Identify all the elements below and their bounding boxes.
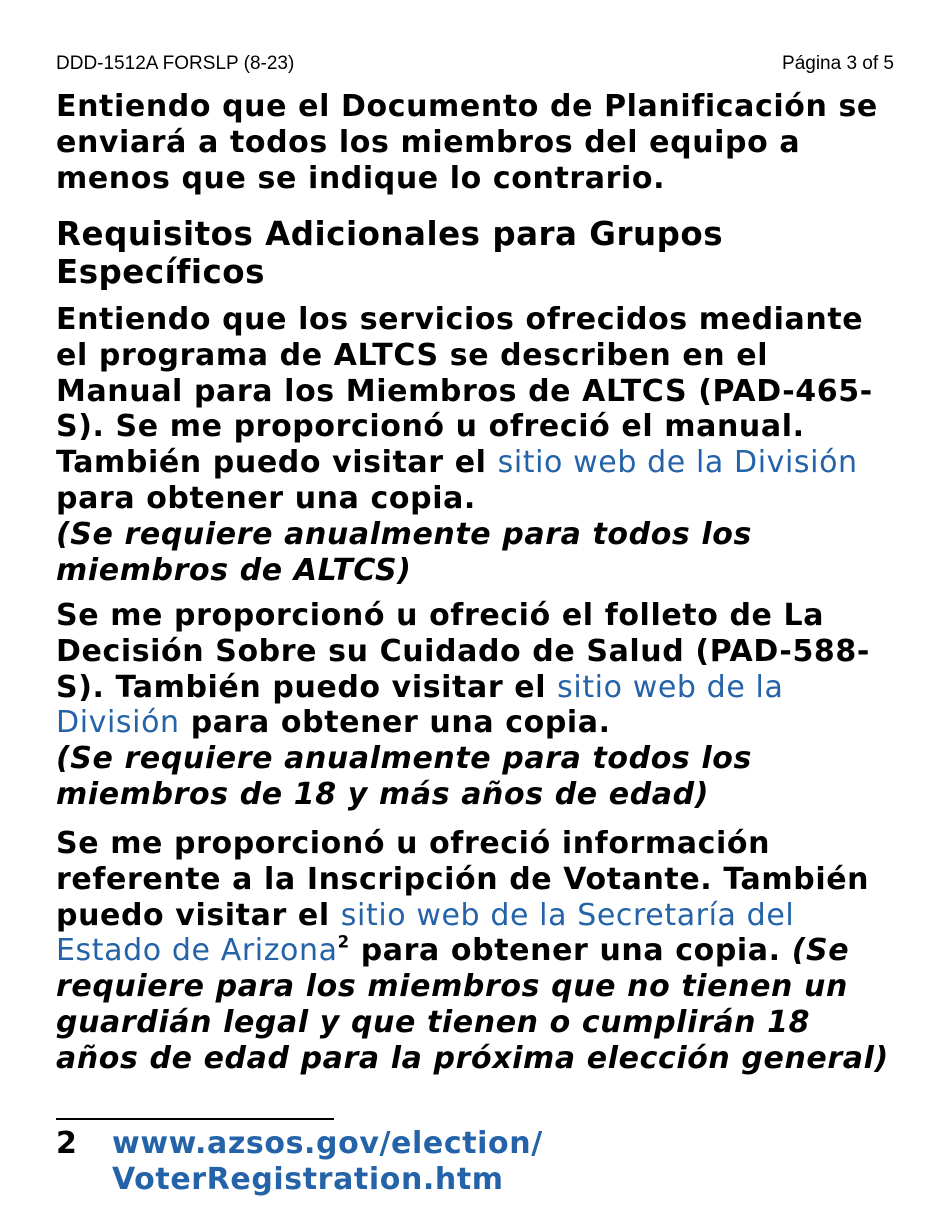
altcs-manual-paragraph <box>56 302 901 588</box>
footnote-reference: 2 <box>337 933 350 953</box>
secretary-of-state-link[interactable]: sitio web de la Secretaría del Estado de Arizona <box>56 897 795 969</box>
section-heading-text: Requisitos Adicionales para Grupos Específicos <box>56 215 724 291</box>
paragraph-text: para obtener una copia. <box>56 480 476 516</box>
footnote-divider <box>56 1118 334 1120</box>
paragraph-text: para obtener una copia. <box>179 705 611 741</box>
paragraph-text: Entiendo que los servicios ofrecidos mediante el programa de ALTCS se describen en el Manual para los Miembros de ALTCS (PAD-465-S). Se me proporcionó u ofreció el manual. También puedo visitar el <box>56 302 873 481</box>
requirement-note: (Se requiere anualmente para todos los miembros de 18 y más años de edad) <box>56 741 752 812</box>
requirement-note: (Se requiere para los miembros que no tienen un guardián legal y que tienen o cumplirán 18 años de edad para la próxima elección general) <box>56 933 889 1076</box>
requirement-note: (Se requiere anualmente para todos los miembros de ALTCS) <box>56 516 752 588</box>
footnote-url-line: www.azsos.gov/election/ <box>112 1126 543 1161</box>
division-website-link[interactable]: sitio web de la División <box>497 445 858 481</box>
intro-paragraph <box>56 89 901 196</box>
footnote-number: 2 <box>56 1126 77 1161</box>
section-heading <box>56 215 856 291</box>
voter-registration-paragraph <box>56 826 901 1077</box>
paragraph-text: Se me proporcionó u ofreció información referente a la Inscripción de Votante. También puedo visitar el <box>56 826 870 933</box>
page-number: Página 3 of 5 <box>782 53 894 74</box>
form-id: DDD-1512A FORSLP (8-23) <box>56 53 295 74</box>
intro-text: Entiendo que el Documento de Planificación se enviará a todos los miembros del equipo a menos que se indique lo contrario. <box>56 89 878 196</box>
page-header <box>56 52 894 76</box>
division-website-link[interactable]: sitio web de la División <box>56 669 784 741</box>
footnote-url-link[interactable] <box>112 1126 543 1198</box>
footnote-url-line: VoterRegistration.htm <box>112 1162 504 1197</box>
health-care-decision-paragraph <box>56 598 886 813</box>
paragraph-text: para obtener una copia. <box>349 933 792 969</box>
paragraph-text: Se me proporcionó u ofreció el folleto de La Decisión Sobre su Cuidado de Salud (PAD-588-S). También puedo visitar el <box>56 598 870 705</box>
